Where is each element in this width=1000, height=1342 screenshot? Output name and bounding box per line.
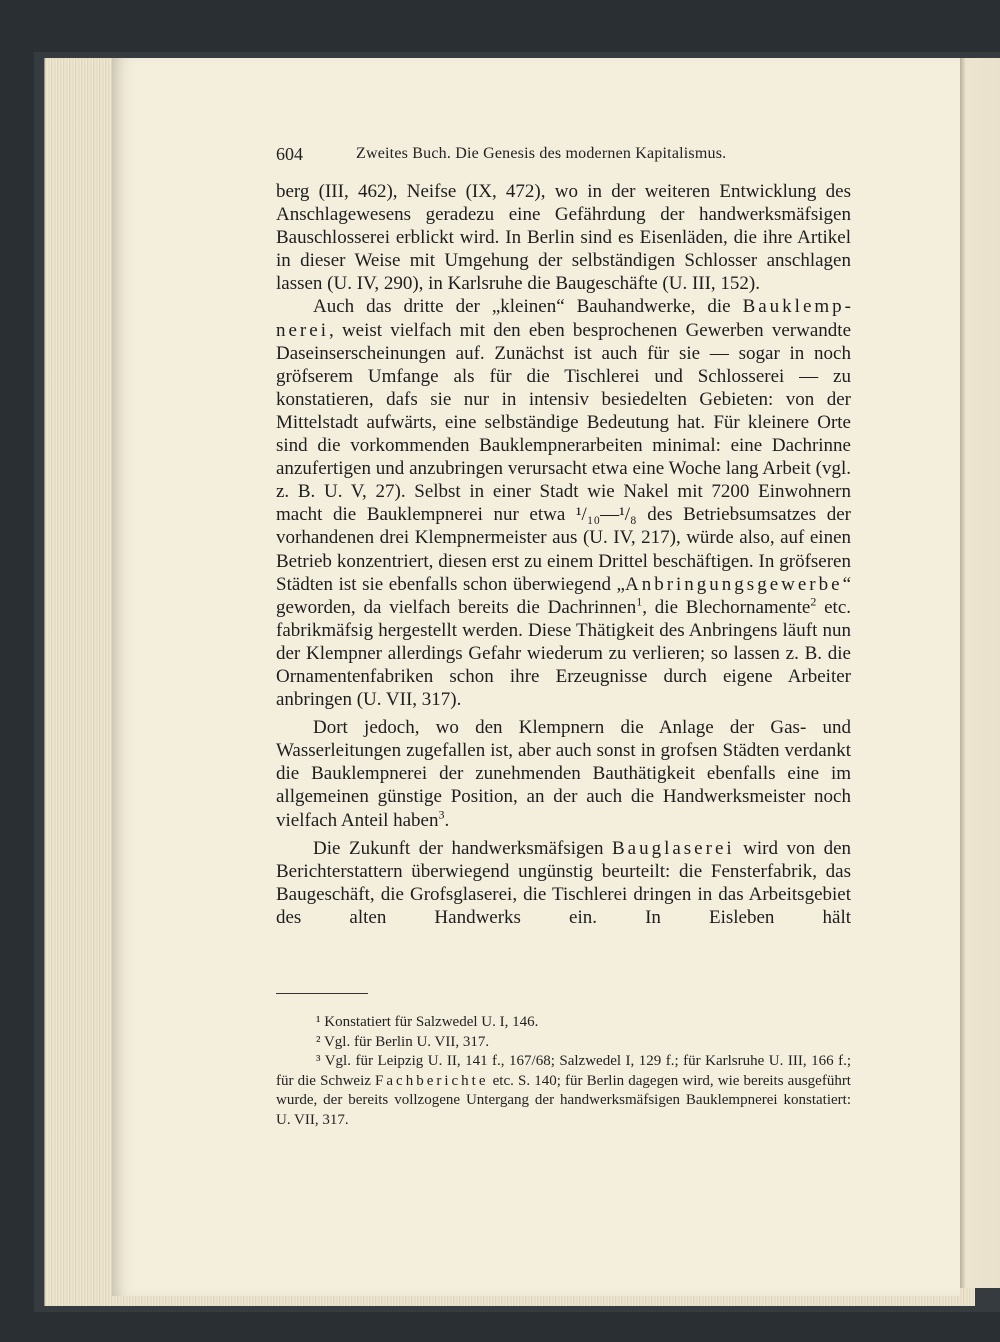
paragraph-text: Dort jedoch, wo den Klempnern die Anlage der Gas- und Wasserleitungen zugefallen ist, aber auch sonst in grofsen Städten verdankt die Bauklempnerei der zunehmenden Bauthätigkeit ebenfalls eine im allgemeinen günstige Position, an der auch die Handwerksmeister noch vielfach Anteil haben [276, 717, 851, 831]
paragraph-bauklempnerei [276, 295, 851, 711]
paragraph-text: , weist vielfach mit den eben besprochenen Gewerben verwandte Daseinserscheinungen auf. Zunächst ist auch für sie — sogar in noch gröfserem Umfange als für die Tischlerei und Schlosserei — zu konstatieren, dafs sie nur in intensiv besiedelten Gebieten: von der Mittelstadt aufwärts, eine selbständige Bedeutung hat. Für kleinere Orte sind die vorkommenden Bauklempnerarbeiten minimal: eine Dachrinne anzufertigen und anzubringen verursacht etwa eine Woche lang Arbeit (vgl. z. B. U. V, 27). Selbst in einer Stadt wie Nakel mit 7200 Einwohnern macht die Bauklempnerei nur etwa ¹/₁₀—¹/₈ des Betriebsumsatzes der vorhandenen drei Klempnermeister aus (U. IV, 217), würde also, auf einen Betrieb konzentriert, diesen erst zu einem Drittel beschäftigen. In gröfseren Städten ist sie ebenfalls schon überwiegend „ [276, 319, 851, 595]
page-number: 604 [276, 144, 303, 164]
footnote-marker: 1 [636, 594, 643, 609]
running-title: Zweites Buch. Die Genesis des modernen Kapitalismus. [356, 145, 727, 162]
paragraph-text: , die Blechornamente [642, 596, 811, 618]
emphasized-term: Bauglaserei [611, 837, 735, 859]
paragraph-text: “ geworden, da vielfach bereits die Dachrinnen [276, 573, 851, 618]
paragraph-continuation: berg (III, 462), Neifse (IX, 472), wo in der weiteren Entwicklung des Anschlagewesens geradezu eine Gefährdung der handwerksmäfsigen Bauschlosserei erblickt wird. In Berlin sind es Eisenläden, die ihre Artikel in dieser Weise mit Umgehung der selbständigen Schlosser anschlagen lassen (U. IV, 290), in Karlsruhe die Baugeschäfte (U. III, 152). [276, 181, 851, 295]
paragraph-gas-wasser [276, 716, 851, 831]
footnote-text: ³ Vgl. für Leipzig U. II, 141 f., 167/68; Salzwedel I, 129 f.; für Karlsruhe U. III, 166 f.; für die Schweiz [276, 1053, 851, 1089]
paragraph-text: Die Zukunft der handwerksmäfsigen [313, 837, 612, 859]
footnote-2: ² Vgl. für Berlin U. VII, 317. [316, 1033, 490, 1050]
paragraph-bauglaserei [276, 837, 851, 929]
footnote-1: ¹ Konstatiert für Salzwedel U. I, 146. [316, 1014, 539, 1030]
footnotes [276, 1013, 851, 1130]
footnote-marker: 3 [438, 807, 445, 822]
facing-page-edge [960, 58, 1000, 1288]
paragraph-text: Auch das dritte der „kleinen“ Bauhandwerke, die [313, 296, 743, 318]
emphasized-term: Fachberichte [375, 1072, 489, 1089]
footnote-3 [276, 1052, 851, 1130]
paragraph-text: . [444, 809, 450, 831]
paragraph-text: etc. fabrikmäfsig hergestellt werden. Diese Thätigkeit des Anbringens läuft nun der Klempner allerdings Gefahr wiederum zu verlieren; so lassen z. B. die Ornamentenfabriken schon ihre Erzeugnisse durch eigene Arbeiter anbringen (U. VII, 317). [276, 596, 852, 711]
running-header [276, 144, 852, 170]
footnote-rule [276, 993, 368, 994]
emphasized-term: Bauklempnerei [276, 296, 851, 341]
footnote-text: etc. S. 140; für Berlin dagegen wird, wie bereits ausgeführt wurde, der bereits vollzogene Untergang der handwerksmäfsigen Bauklempnerei konstatiert: U. VII, 317. [276, 1072, 851, 1128]
body-text [276, 180, 851, 929]
emphasized-term: Anbringungsgewerbe [624, 573, 843, 595]
paragraph-text: wird von den Berichterstattern überwiegend ungünstig beurteilt: die Fensterfabrik, das Baugeschäft, die Grofsglaserei, die Tischlerei dringen in das Arbeitsgebiet des alten Handwerks ein. In Eisleben hält [276, 837, 851, 928]
footnote-marker: 2 [810, 594, 817, 609]
